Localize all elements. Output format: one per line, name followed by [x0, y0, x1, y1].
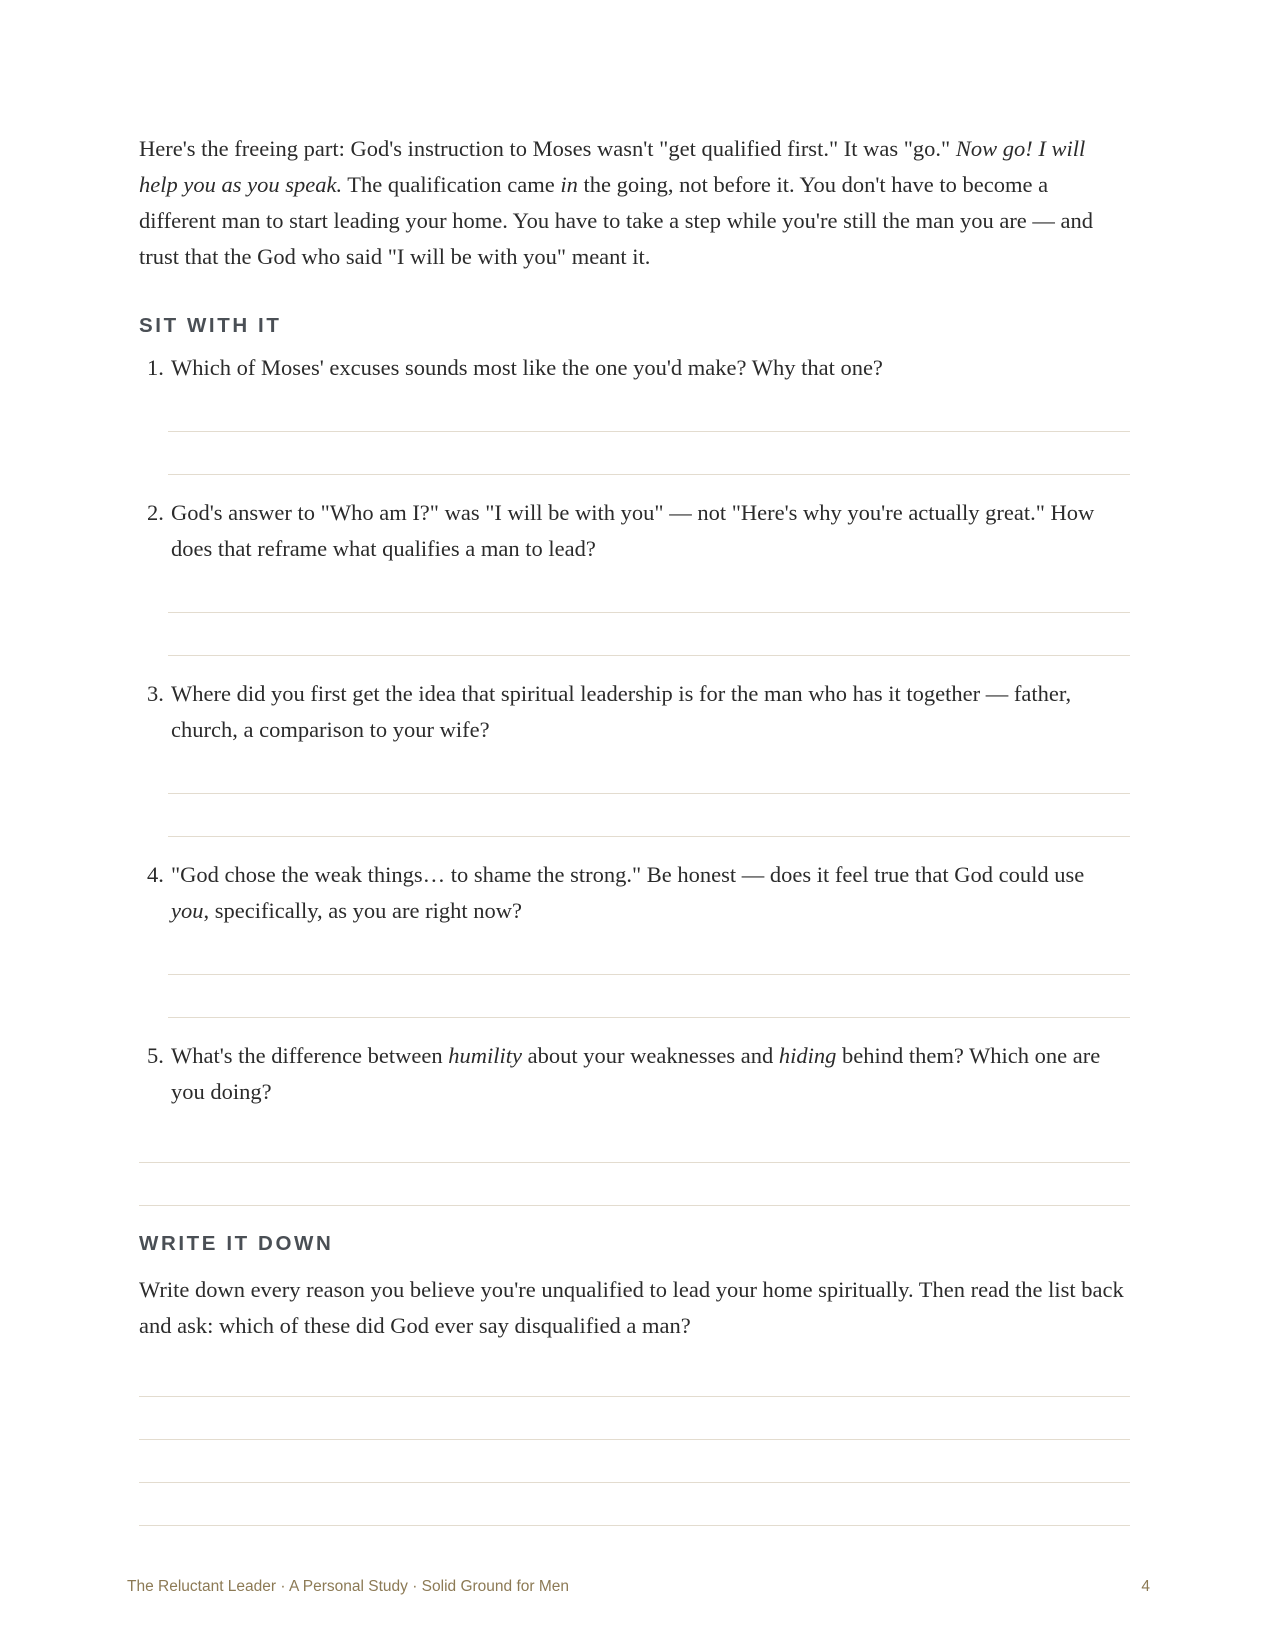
question-text-part: behind them? Which one are you doing?	[171, 1043, 1101, 1104]
intro-emphasis-in: in	[560, 172, 578, 197]
study-page	[139, 131, 1126, 1526]
footer-title: The Reluctant Leader · A Personal Study · Solid Ground for Men	[127, 1578, 569, 1595]
answer-line[interactable]	[168, 655, 1130, 656]
answer-line[interactable]	[139, 1439, 1130, 1440]
answer-line[interactable]	[168, 836, 1130, 837]
question-text-part: What's the difference between	[171, 1043, 449, 1068]
answer-line[interactable]	[168, 974, 1130, 975]
question-emphasis: hiding	[778, 1043, 837, 1068]
question-2	[139, 495, 1126, 656]
question-emphasis: humility	[448, 1043, 523, 1068]
question-text-part: about your weaknesses and	[522, 1043, 779, 1068]
intro-quote-italic: Now go! I will help you as you speak.	[139, 136, 1086, 197]
answer-line[interactable]	[168, 1017, 1130, 1018]
writing-lines[interactable]	[139, 1396, 1130, 1526]
question-text: Which of Moses' excuses sounds most like the one you'd make? Why that one?	[171, 355, 883, 380]
answer-lines[interactable]	[168, 793, 1130, 837]
intro-text-1: Here's the freeing part: God's instruction to Moses wasn't "get qualified first." It was "go."	[139, 136, 956, 161]
answer-line[interactable]	[168, 474, 1130, 475]
intro-paragraph	[139, 131, 1126, 275]
intro-text-2: The qualification came	[342, 172, 561, 197]
answer-line[interactable]	[168, 431, 1130, 432]
question-text: God's answer to "Who am I?" was "I will be with you" — not "Here's why you're actually great." How does that reframe what qualifies a man to lead?	[171, 500, 1095, 561]
answer-line[interactable]	[139, 1525, 1130, 1526]
sit-with-it-heading: SIT WITH IT	[139, 314, 282, 337]
answer-lines[interactable]	[168, 974, 1130, 1018]
question-text	[171, 857, 1126, 929]
question-number: 2.	[147, 500, 164, 525]
question-number: 1.	[147, 355, 164, 380]
answer-line[interactable]	[139, 1396, 1130, 1397]
question-text-part: , specifically, as you are right now?	[203, 898, 522, 923]
answer-lines[interactable]	[168, 612, 1130, 656]
question-list	[139, 350, 1126, 1206]
answer-lines[interactable]	[139, 1162, 1130, 1206]
answer-line[interactable]	[139, 1205, 1130, 1206]
question-1	[139, 350, 1126, 475]
question-number: 5.	[147, 1043, 164, 1068]
question-text: Where did you first get the idea that spiritual leadership is for the man who has it together — father, church, a comparison to your wife?	[171, 681, 1072, 742]
question-text	[171, 1038, 1126, 1110]
question-number: 3.	[147, 681, 164, 706]
question-5	[139, 1038, 1126, 1206]
answer-line[interactable]	[139, 1162, 1130, 1163]
question-text-part: "God chose the weak things… to shame the strong." Be honest — does it feel true that God could use	[171, 862, 1085, 887]
question-4	[139, 857, 1126, 1018]
write-it-down-prompt: Write down every reason you believe you're unqualified to lead your home spiritually. Then read the list back and ask: which of these did God ever say disqualified a man?	[139, 1277, 1124, 1338]
answer-line[interactable]	[168, 793, 1130, 794]
intro-text-3: the going, not before it. You don't have to become a different man to start leading your home. You have to take a step while you're still the man you are — and trust that the God who said "I will be with you" meant it.	[139, 172, 1094, 269]
question-number: 4.	[147, 862, 164, 887]
question-3	[139, 676, 1126, 837]
page-footer	[127, 1578, 1150, 1596]
answer-lines[interactable]	[168, 431, 1130, 475]
answer-line[interactable]	[168, 612, 1130, 613]
write-it-down-heading: WRITE IT DOWN	[139, 1232, 334, 1255]
question-emphasis: you	[171, 898, 204, 923]
answer-line[interactable]	[139, 1482, 1130, 1483]
page-number: 4	[1141, 1578, 1150, 1595]
